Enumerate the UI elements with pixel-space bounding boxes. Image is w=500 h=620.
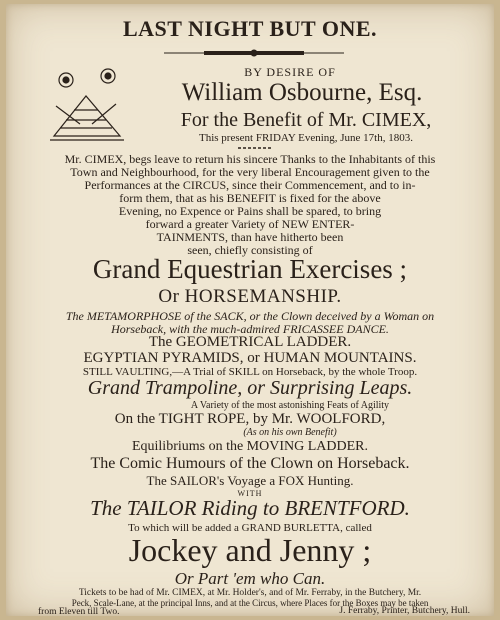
egyptian-pyramids: EGYPTIAN PYRAMIDS, or HUMAN MOUNTAINS.	[83, 350, 417, 366]
metamorphose-line-2: Horseback, with the much-admired FRICASSEE DANCE.	[111, 322, 389, 336]
headline-equestrian: Grand Equestrian Exercises ;	[92, 254, 408, 284]
printer-imprint: J. Ferraby, Printer, Butchery, Hull.	[339, 606, 470, 616]
with-line: WITH	[237, 489, 263, 498]
small-rule	[238, 146, 272, 150]
metamorphose-line-1: The METAMORPHOSE of the SACK, or the Clown deceived by a Woman on	[65, 309, 435, 323]
tailor-riding-line: The TAILOR Riding to BRENTFORD.	[90, 496, 410, 520]
still-vaulting: STILL VAULTING,—A Trial of SKILL on Horseback, by the whole Troop.	[82, 366, 418, 378]
benefit-line: For the Benefit of Mr. CIMEX,	[180, 109, 432, 131]
sailor-voyage-line: The SAILOR's Voyage a FOX Hunting.	[146, 473, 354, 488]
horsemanship-line: Or HORSEMANSHIP.	[158, 286, 342, 307]
ornamental-rule	[164, 49, 344, 57]
tight-rope-line: On the TIGHT ROPE, by Mr. WOOLFORD,	[114, 411, 386, 427]
jockey-and-jenny: Jockey and Jenny ;	[128, 532, 372, 568]
date-line: This present FRIDAY Evening, June 17th, 1803.	[199, 132, 413, 144]
comic-humours-line: The Comic Humours of the Clown on Horseback.	[90, 455, 410, 472]
feats-of-agility: A Variety of the most astonishing Feats of Agility	[190, 400, 390, 411]
geometrical-ladder: The GEOMETRICAL LADDER.	[148, 334, 352, 350]
by-desire-line: BY DESIRE OF	[244, 65, 336, 79]
grand-trampoline: Grand Trampoline, or Surprising Leaps.	[87, 377, 413, 399]
own-benefit-note: (As on his own Benefit)	[243, 427, 337, 438]
playbill-sheet: LAST NIGHT BUT ONE. BY DESIRE OF William Osbourne, Esq. For the Benefit of Mr. CIMEX, This present FRIDAY Evening, June 17th, 1803. Mr. CIMEX, begs leave to return his sincere Thanks to the Inhabitants of this Town and Neighbourhood, for the very liberal Encouragement given to the Performances at the CIRCUS, since their Commencement, and to in- form them, that as his BENEFIT is fixed for the above Evening, no Expence or Pains shall be spared, to bring forward a greater Variety of NEW ENTER- TAINMENTS, than have hitherto been seen, chiefly consisting of Grand Equestrian Exercises ; Or HORSEMANSHIP. The METAMORPHOSE of the SACK, or the Clown deceived by a Woman on Horseback, with the much-admired FRICASSEE DANCE. The GEOMETRICAL LADDER. EGYPTIAN PYRAMIDS, or HUMAN MOUNTAINS. STILL VAULTING,—A Trial of SKILL on Horseback, by the whole Troop. Grand Trampoline, or Surprising Leaps. A Variety of the most astonishing Feats of Agility On the TIGHT ROPE, by Mr. WOOLFORD, (As on his own Benefit) Equilibriums on the MOVING LADDER. The Comic Humours of the Clown on Horseback. The SAILOR's Voyage a FOX Hunting. WITH The TAILOR Riding to BRENTFORD. To which will be added a GRAND BURLETTA, called Jockey and Jenny ; Or Part 'em who Can. Tickets to be had of Mr. CIMEX, at Mr. Holder's, and of Mr. Ferraby, in the Butchery, Mr. Peck, Scale-Lane, at the principal Inns, and at the Circus, where Places for the Boxes may be taken from Eleven till Two. J. Ferraby, Printer, Butchery, Hull.	[6, 4, 494, 616]
playbill-title: LAST NIGHT BUT ONE.	[122, 16, 378, 41]
equilibriums-line: Equilibriums on the MOVING LADDER.	[131, 439, 369, 454]
patron-name: William Osbourne, Esq.	[181, 79, 423, 106]
part-em-who-can: Or Part 'em who Can.	[174, 569, 326, 588]
burletta-line: To which will be added a GRAND BURLETTA, called	[128, 522, 372, 534]
